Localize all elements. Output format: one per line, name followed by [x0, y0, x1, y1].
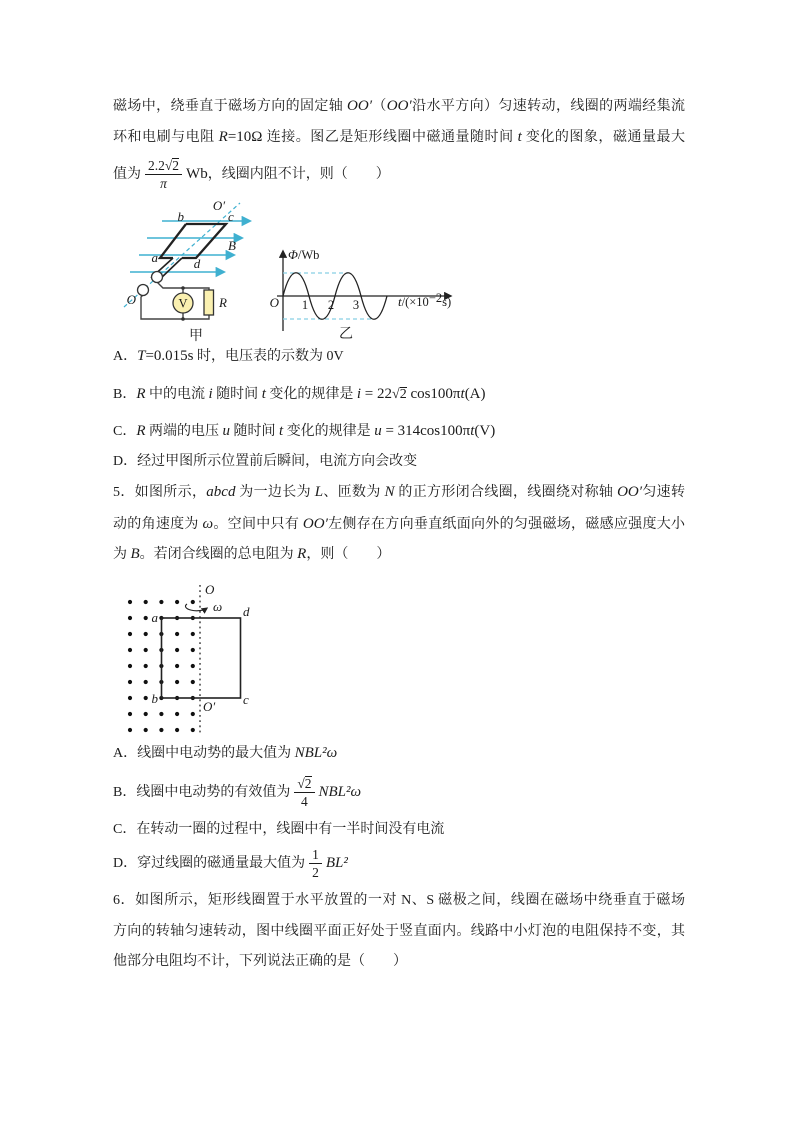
q6-stem-line-1: 6．如图所示，矩形线圈置于水平放置的一对 N、S 磁极之间，线圈在磁场中绕垂直于磁场	[113, 893, 685, 908]
q5-stem-line-2: 动的角速度为 ω。空间中只有 OO′左侧存在方向垂直纸面向外的匀强磁场，磁感应强度大小	[113, 516, 686, 532]
resistor-label: R	[219, 295, 227, 310]
tick-2: 2	[327, 298, 335, 312]
junction-dot-top	[181, 286, 185, 290]
axis-label-o-prime: O′	[203, 699, 216, 714]
axis-label-o-prime: O′	[212, 198, 226, 213]
caption-jia: 甲	[189, 329, 203, 344]
figure-jia	[108, 194, 273, 346]
coil-label-d: d	[193, 256, 201, 271]
figure-q5	[113, 580, 263, 738]
q5-stem-line-1: 5．如图所示，abcd 为一边长为 L、匝数为 N 的正方形闭合线圈，线圈绕对称轴 OO′匀速转	[113, 484, 686, 500]
q5-option-a: A．线圈中电动势的最大值为 NBL²ω	[113, 745, 338, 761]
axis-label-o: O	[205, 582, 215, 597]
coil-label-c: c	[228, 209, 234, 224]
voltmeter-label: V	[178, 296, 188, 311]
tick-1: 1	[301, 298, 309, 312]
axis-label-o: O	[126, 292, 136, 307]
coil-label-a: a	[151, 610, 158, 625]
q5-stem-line-3: 为 B。若闭合线圈的总电阻为 R，则（ ）	[113, 546, 391, 562]
coil-label-a: a	[151, 250, 158, 265]
resistor	[204, 290, 214, 315]
x-axis-label: $t/(\times 10^{-2}_{s)}$	[398, 291, 452, 309]
field-label-b: B	[228, 238, 236, 253]
q4-option-b: B．R 中的电流 i 随时间 t 变化的规律是 i = 22√2 cos100πt(A)	[113, 386, 486, 402]
coil-outline	[160, 224, 226, 258]
coil-label-d: d	[243, 604, 250, 619]
q4-option-c: C．R 两端的电压 u 随时间 t 变化的规律是 u = 314cos100πt(V)	[113, 423, 496, 439]
figure-yi	[262, 240, 460, 344]
coil-square	[162, 618, 241, 698]
q6-stem-line-3: 他部分电阻均不计，下列说法正确的是（ ）	[113, 954, 407, 969]
q6-stem-line-2: 方向的转轴匀速转动，图中线圈平面正好处于竖直面内。线路中小灯泡的电阻保持不变，其	[113, 924, 685, 939]
q4-option-a: A．T=0.015s 时，电压表的示数为 0V	[113, 348, 344, 364]
q4-option-d: D．经过甲图所示位置前后瞬间，电流方向会改变	[113, 454, 418, 469]
coil-label-b: b	[151, 691, 158, 706]
coil-label-c: c	[243, 692, 249, 707]
caption-yi: 乙	[339, 327, 353, 342]
tick-3: 3	[352, 298, 360, 312]
junction-dot-bottom	[181, 317, 185, 321]
q4-stem-line-3: 值为 $\frac{2.2√2}{\pi}$ Wb，线圈内阻不计，则（ ）	[113, 158, 390, 192]
coil-label-b: b	[177, 209, 184, 224]
origin-label: O	[269, 295, 279, 310]
omega-label: ω	[213, 599, 223, 614]
q4-stem-line-1: 磁场中，绕垂直于磁场方向的固定轴 OO′（OO′沿水平方向）匀速转动，线圈的两端经集流	[113, 98, 686, 114]
q4-stem-line-2: 环和电刷与电阻 R=10Ω 连接。图乙是矩形线圈中磁通量随时间 t 变化的图象，磁通量最大	[113, 129, 686, 145]
q5-option-d: D．穿过线圈的磁通量最大值为 $\frac{1}{2}$ BL²	[113, 847, 348, 881]
q5-option-c: C．在转动一圈的过程中，线圈中有一半时间没有电流	[113, 822, 445, 837]
rotation-arrow	[185, 604, 206, 611]
y-axis-label: Φ/Wb	[288, 247, 320, 262]
q5-option-b: B．线圈中电动势的有效值为 $\frac{√2}{4}$ NBL²ω	[113, 776, 362, 810]
